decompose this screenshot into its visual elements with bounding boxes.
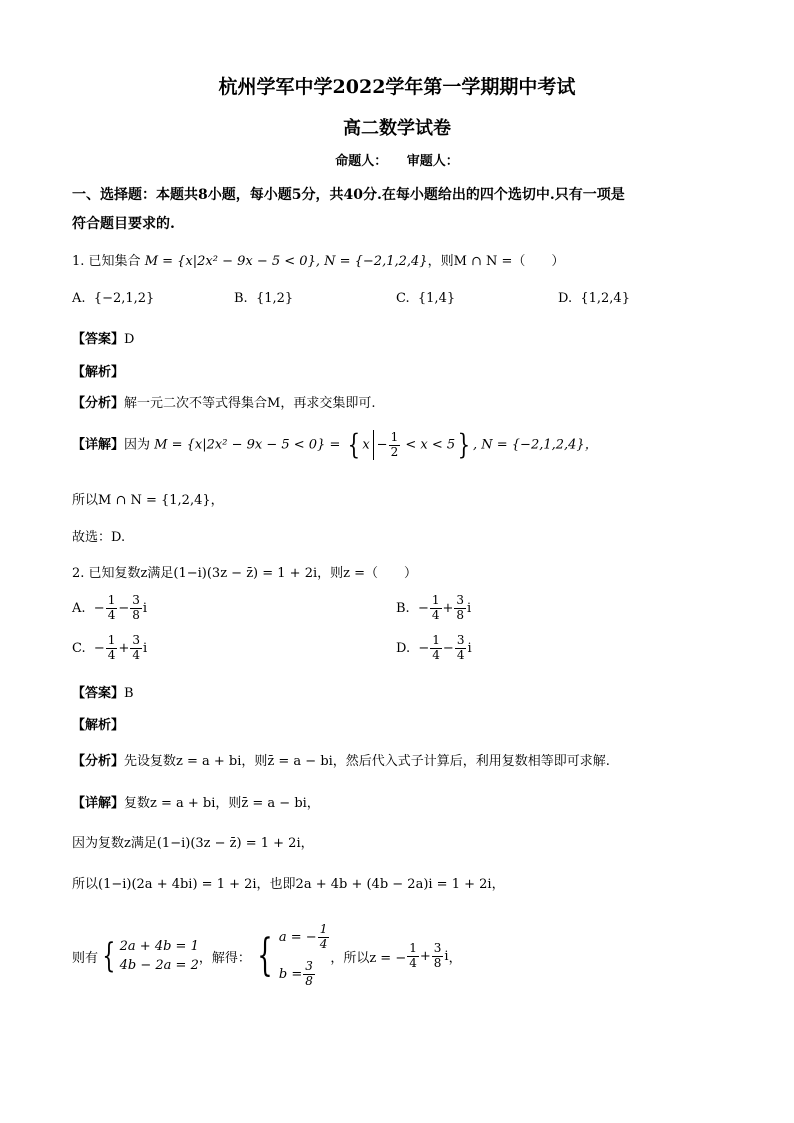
q1-sets: M = {x|2x² − 9x − 5 < 0}, N = {−2,1,2,4}: [144, 254, 428, 269]
q2-option-b[interactable]: B. − $\frac{1}{4}$ + $\frac{3}{8}$ i: [396, 593, 472, 622]
q1-fenxi: 【分析】解一元二次不等式得集合M，再求交集即可.: [72, 396, 376, 411]
q1-option-b[interactable]: B. {1,2}: [234, 291, 294, 306]
q1-suffix: ，则M ∩ N =（ ）: [427, 254, 565, 269]
q1-answer: 【答案】D: [72, 332, 135, 347]
q2-option-d[interactable]: D. − $\frac{1}{4}$ − $\frac{3}{4}$ i: [396, 633, 472, 662]
q1-analysis-tag: 【解析】: [72, 365, 125, 380]
q1-detail: 【详解】因为 M = {x|2x² − 9x − 5 < 0} = { x − $\frac{1}{2}$ < x < 5} , N = {−2,1,2,4}，: [72, 428, 598, 461]
exam-title: 杭州学军中学2022学年第一学期期中考试: [218, 76, 576, 98]
q1-stem: [72, 250, 564, 269]
q1-choose-line: 故选：D.: [72, 530, 126, 545]
q2-solution-line: 则有 { 2a + 4b = 1 4b − 2a = 2 ，解得： { a = − $\frac{1}{4}$ b = $\frac{3}{8}$ ，所以z = − $\frac{1}{4}$ + $\frac{3}{8}$ i ，: [72, 922, 462, 988]
section-heading-2: 符合题目要求的.: [72, 216, 175, 232]
q2-stem: 2. 已知复数z满足(1−i)(3z − z̄) = 1 + 2i，则z =（ ）: [72, 566, 418, 581]
q1-option-d[interactable]: D. {1,2,4}: [558, 291, 630, 306]
exam-subtitle: 高二数学试卷: [343, 118, 451, 139]
q2-option-c[interactable]: C. − $\frac{1}{4}$ + $\frac{3}{4}$ i: [72, 633, 148, 662]
q1-so-line: 所以M ∩ N = {1,2,4}，: [72, 493, 224, 508]
q2-analysis-tag: 【解析】: [72, 718, 125, 733]
q1-prefix: 1. 已知集合: [72, 254, 141, 269]
q2-equation-system: 2a + 4b = 1 4b − 2a = 2: [119, 938, 199, 973]
q2-because-line: 因为复数z满足(1−i)(3z − z̄) = 1 + 2i，: [72, 836, 314, 851]
q1-option-c[interactable]: C. {1,4}: [396, 291, 456, 306]
q2-so-line: 所以(1−i)(2a + 4bi) = 1 + 2i，也即2a + 4b + (4b − 2a)i = 1 + 2i，: [72, 877, 505, 892]
q1-option-a[interactable]: A. {−2,1,2}: [72, 291, 155, 306]
q2-answer: 【答案】B: [72, 686, 134, 701]
section-heading-1: 一、选择题：本题共8小题，每小题5分，共40分.在每小题给出的四个选切中.只有一项是: [72, 187, 625, 203]
q2-fenxi: 【分析】先设复数z = a + bi，则z̄ = a − bi，然后代入式子计算后，利用复数相等即可求解.: [72, 754, 610, 769]
q2-detail: 【详解】复数z = a + bi，则z̄ = a − bi，: [72, 796, 320, 811]
q2-solution-values: a = − $\frac{1}{4}$ b = $\frac{3}{8}$: [278, 922, 328, 988]
authors-line: 命题人： 审题人：: [335, 154, 459, 169]
q2-option-a[interactable]: A. − $\frac{1}{4}$ − $\frac{3}{8}$ i: [72, 593, 148, 622]
